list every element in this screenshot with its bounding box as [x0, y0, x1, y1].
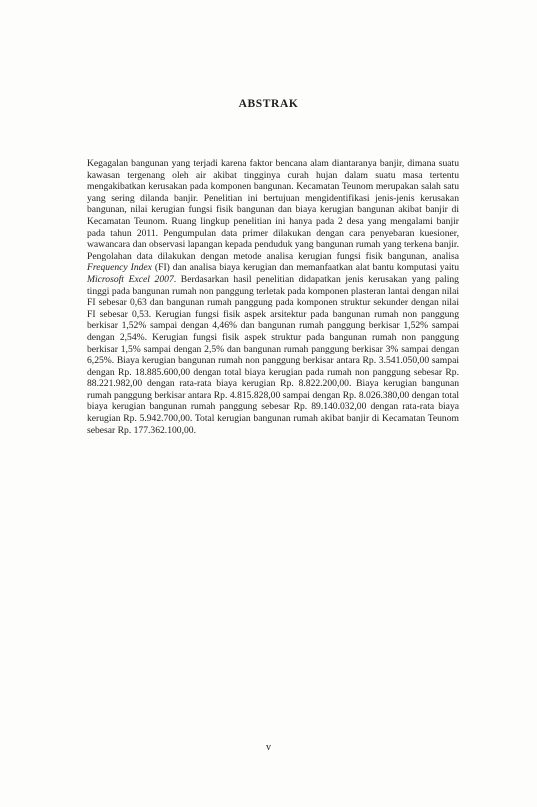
- abstract-term-frequency-index: Frequency Index: [87, 262, 152, 274]
- abstract-paragraph: [87, 158, 459, 436]
- abstract-text-part-3: . Berdasarkan hasil penelitian didapatkan jenis kerusakan yang paling tinggi pada bangunan rumah non panggung terletak pada komponen plasteran lantai dengan nilai FI sebesar 0,63 dan bangunan rumah panggung pada komponen struktur sekunder dengan nilai FI sebesar 0,53. Kerugian fungsi fisik aspek arsitektur pada bangunan rumah non panggung berkisar 1,52% sampai dengan 4,46% dan bangunan rumah panggung berkisar 1,52% sampai dengan 2,54%. Kerugian fungsi fisik aspek struktur pada bangunan rumah non panggung berkisar 1,5% sampai dengan 2,5% dan bangunan rumah panggung berkisar 3% sampai dengan 6,25%. Biaya kerugian bangunan rumah non panggung berkisar antara Rp. 3.541.050,00 sampai dengan Rp. 18.885.600,00 dengan total biaya kerugian pada rumah non panggung sebesar Rp. 88.221.982,00 dengan rata-rata biaya kerugian Rp. 8.822.200,00. Biaya kerugian bangunan rumah panggung berkisar antara Rp. 4.815.828,00 sampai dengan Rp. 8.026.380,00 dengan total biaya kerugian bangunan rumah panggung sebesar Rp. 89.140.032,00 dengan rata-rata biaya kerugian Rp. 5.942.700,00. Total kerugian bangunan rumah akibat banjir di Kecamatan Teunom sebesar Rp. 177.362.100,00.: [87, 273, 459, 436]
- abstract-body: [87, 158, 459, 436]
- page-number: v: [266, 742, 271, 753]
- page-title: ABSTRAK: [238, 98, 299, 110]
- abstract-text-part-1: Kegagalan bangunan yang terjadi karena faktor bencana alam diantaranya banjir, dimana suatu kawasan tergenang oleh air akibat tingginya curah hujan dalam suatu masa tertentu mengakibatkan kerusakan pada komponen bangunan. Kecamatan Teunom merupakan salah satu yang sering dilanda banjir. Penelitian ini bertujuan mengidentifikasi jenis-jenis kerusakan bangunan, nilai kerugian fungsi fisik bangunan dan biaya kerugian bangunan akibat banjir di Kecamatan Teunom. Ruang lingkup penelitian ini hanya pada 2 desa yang mengalami banjir pada tahun 2011. Pengumpulan data primer dilakukan dengan cara penyebaran kuesioner, wawancara dan observasi lapangan kepada penduduk yang bangunan rumah yang terkena banjir. Pengolahan data dilakukan dengan metode analisa kerugian fungsi fisik bangunan, analisa: [87, 158, 459, 262]
- abstract-term-excel: Microsoft Excel 2007: [87, 273, 174, 285]
- abstract-text-part-2: (FI) dan analisa biaya kerugian dan memanfaatkan alat bantu komputasi yaitu: [151, 262, 459, 274]
